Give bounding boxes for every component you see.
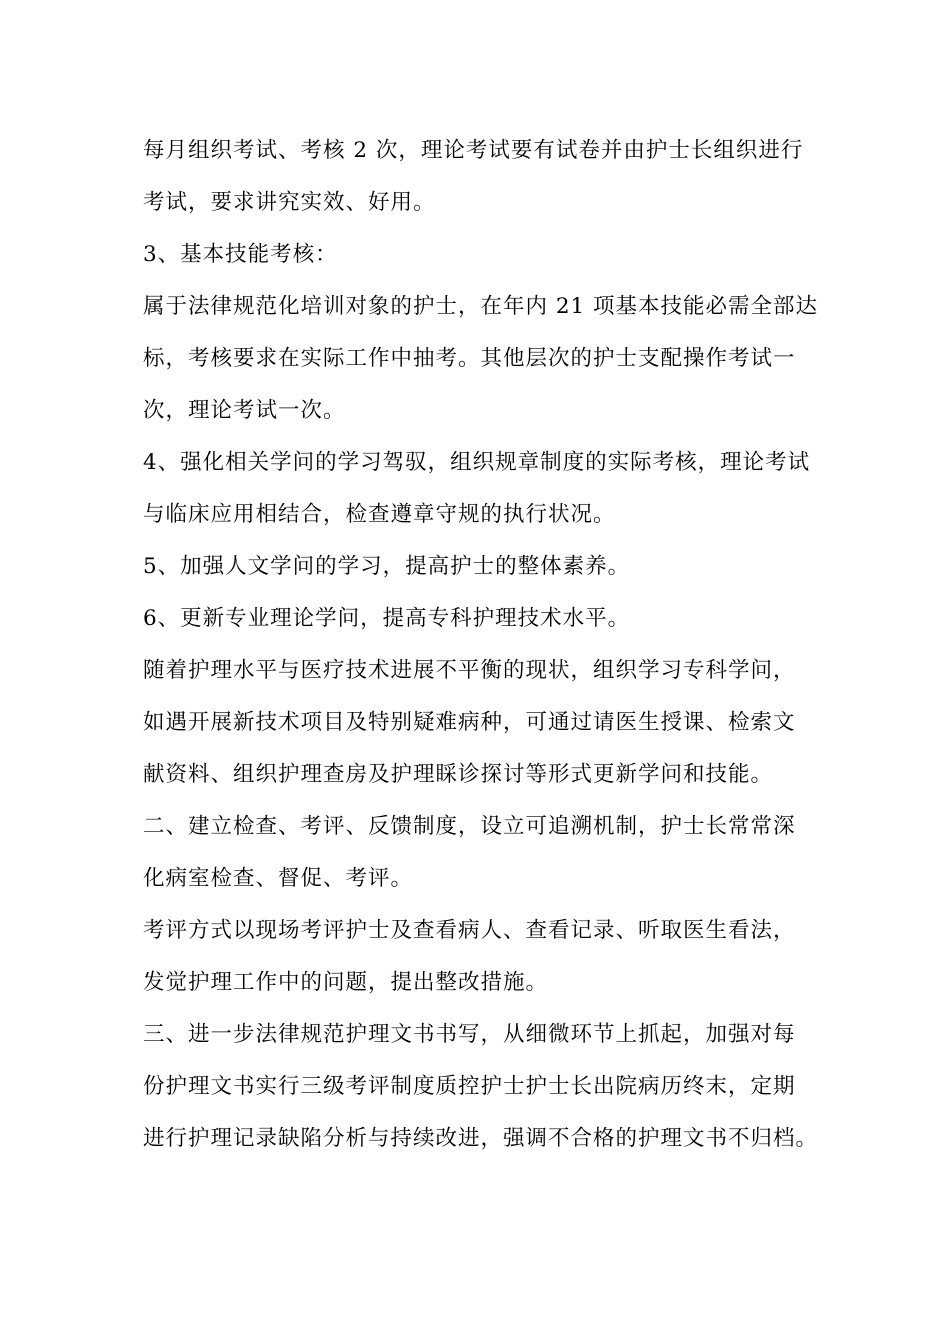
text-line: 三、进一步法律规范护理文书书写，从细微环节上抓起，加强对每 [143, 1022, 796, 1047]
text-line: 考评方式以现场考评护士及查看病人、查看记录、听取医生看法， [143, 918, 796, 943]
text-line: 发觉护理工作中的问题，提出整改措施。 [143, 970, 549, 995]
text-line: 进行护理记录缺陷分析与持续改进，强调不合格的护理文书不归档。 [143, 1126, 819, 1151]
section-heading: 3、基本技能考核： [143, 242, 338, 267]
text-line: 次，理论考试一次。 [143, 398, 346, 423]
text-line: 6、更新专业理论学问，提高专科护理技术水平。 [143, 606, 631, 631]
text-line: 与临床应用相结合，检查遵章守规的执行状况。 [143, 502, 616, 527]
text-line: 二、建立检查、考评、反馈制度，设立可追溯机制，护士长常常深 [143, 814, 796, 839]
text-line: 5、加强人文学问的学习，提高护士的整体素养。 [143, 554, 631, 579]
text-line: 属于法律规范化培训对象的护士，在年内 21 项基本技能必需全部达 [143, 294, 819, 319]
text-line: 每月组织考试、考核 2 次，理论考试要有试卷并由护士长组织进行 [143, 138, 804, 163]
text-line: 考试，要求讲究实效、好用。 [143, 190, 436, 215]
text-line: 随着护理水平与医疗技术进展不平衡的现状，组织学习专科学问， [143, 658, 796, 683]
text-line: 4、强化相关学问的学习驾驭，组织规章制度的实际考核，理论考试 [143, 450, 811, 475]
text-line: 份护理文书实行三级考评制度质控护士护士长出院病历终末，定期 [143, 1074, 796, 1099]
text-line: 标，考核要求在实际工作中抽考。其他层次的护士支配操作考试一 [143, 346, 796, 371]
text-line: 如遇开展新技术项目及特别疑难病种，可通过请医生授课、检索文 [143, 710, 796, 735]
document-body [143, 131, 843, 1171]
text-line: 献资料、组织护理查房及护理睬诊探讨等形式更新学问和技能。 [143, 762, 774, 787]
text-line: 化病室检查、督促、考评。 [143, 866, 414, 891]
